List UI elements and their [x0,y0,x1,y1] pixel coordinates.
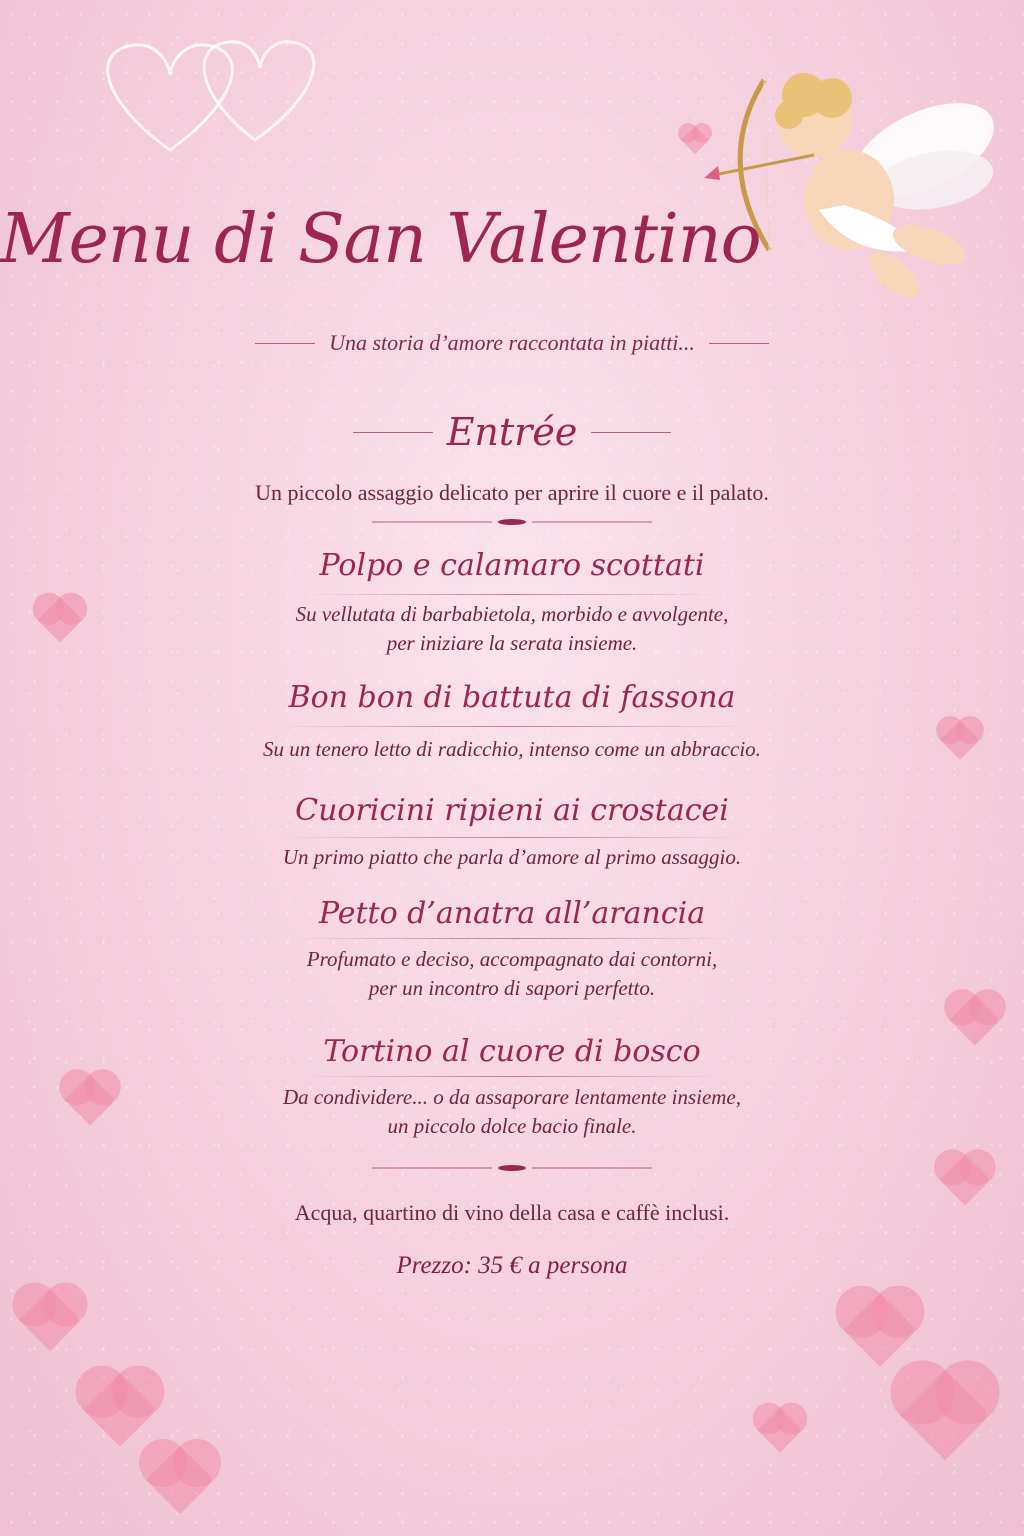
page-title: Menu di San Valentino [0,200,761,279]
subtitle-rule-right [709,343,769,344]
price: Prezzo: 35 € a persona [396,1252,628,1279]
included-note: Acqua, quartino di vino della casa e caffè inclusi. [294,1200,730,1225]
section-rule-left [353,432,433,433]
section-rule-right [591,432,671,433]
divider-ornament [372,517,652,527]
subtitle: Una storia d’amore raccontata in piatti... [329,330,695,355]
dish-description-line: Su vellutata di barbabietola, morbido e avvolgente, [295,602,729,626]
subtitle-rule-left [255,343,315,344]
dish-description-line: Su un tenero letto di radicchio, intenso come un abbraccio. [263,737,761,761]
dish-title: Tortino al cuore di bosco [323,1034,701,1069]
dish-description-line: per iniziare la serata insieme. [386,631,638,655]
dish-description [0,843,1024,872]
subtitle-row [0,330,1024,356]
dish-description [0,600,1024,658]
section-intro: Un piccolo assaggio delicato per aprire il cuore e il palato. [255,480,769,505]
dish-underline [280,837,744,838]
dish-description-line: Da condividere... o da assaporare lentamente insieme, [282,1085,742,1109]
dish-underline [300,1076,724,1077]
section-title: Entrée [446,410,578,454]
outline-hearts-icon [80,30,350,170]
dish-title: Petto d’anatra all’arancia [318,896,706,931]
dish-description-line: Un primo piatto che parla d’amore al primo assaggio. [282,845,742,869]
dish-underline [270,726,754,727]
dish-description-line: Profumato e deciso, accompagnato dai contorni, [306,947,718,971]
dish-description [0,945,1024,1003]
dish-title: Polpo e calamaro scottati [319,548,705,583]
section-heading-row [0,410,1024,454]
divider-ornament [372,1163,652,1173]
dish-underline [300,594,724,595]
dish-description-line: per un incontro di sapori perfetto. [368,976,656,1000]
dish-description-line: un piccolo dolce bacio finale. [387,1114,637,1138]
dish-title: Cuoricini ripieni ai crostacei [295,793,729,828]
dish-description [0,735,1024,764]
dish-description [0,1083,1024,1141]
dish-underline [290,938,734,939]
dish-title: Bon bon di battuta di fassona [288,680,736,715]
